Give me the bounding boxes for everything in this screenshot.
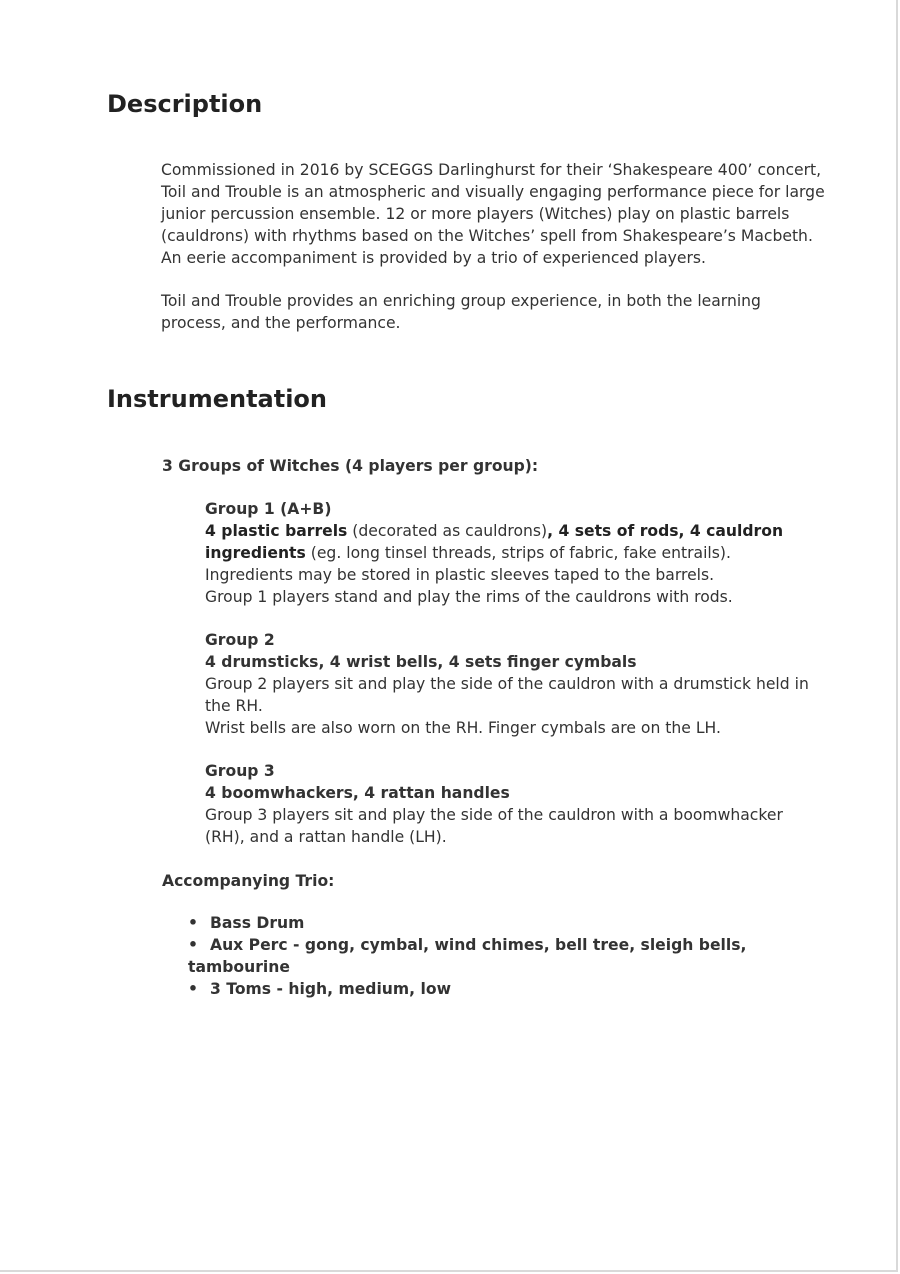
group3-items: 4 boomwhackers, 4 rattan handles [205,784,510,802]
description-paragraph-2 [161,290,851,334]
bullet-icon: • [188,936,198,954]
group2-title: Group 2 [205,631,275,649]
trio-item-toms [188,978,451,1000]
instrumentation-heading: Instrumentation [107,385,328,413]
group1-items-line2 [205,542,731,564]
trio-item-label: Aux Perc - gong, cymbal, wind chimes, bell tree, sleigh bells, [210,936,747,954]
description-paragraph-1 [161,159,851,269]
group1-ingredients-bold: ingredients [205,544,306,562]
group1-ingredients-regular: (eg. long tinsel threads, strips of fabric, fake entrails). [305,544,731,562]
group2-items: 4 drumsticks, 4 wrist bells, 4 sets finger cymbals [205,653,637,671]
text-line: Toil and Trouble provides an enriching group experience, in both the learning [161,292,761,310]
text-line: junior percussion ensemble. 12 or more players (Witches) play on plastic barrels [161,205,790,223]
trio-item-bass-drum [188,912,304,934]
text-line: An eerie accompaniment is provided by a trio of experienced players. [161,249,706,267]
group1-items-bold-b: , 4 sets of rods, 4 cauldron [547,522,784,540]
group3-title: Group 3 [205,762,275,780]
trio-item-label: 3 Toms - high, medium, low [210,980,451,998]
group1-line3: Ingredients may be stored in plastic sleeves taped to the barrels. [205,566,715,584]
text-line: (cauldrons) with rhythms based on the Witches’ spell from Shakespeare’s Macbeth. [161,227,813,245]
text-line: process, and the performance. [161,314,401,332]
text-line: Toil and Trouble is an atmospheric and visually engaging performance piece for large [161,183,825,201]
group1-items-line1 [205,520,783,542]
group1-items-regular: (decorated as cauldrons) [347,522,548,540]
bullet-icon: • [188,980,198,998]
witches-groups-heading: 3 Groups of Witches (4 players per group): [162,457,539,475]
trio-item-aux-perc [188,934,746,956]
group1-items-bold-a: 4 plastic barrels [205,522,348,540]
group1-line4: Group 1 players stand and play the rims of the cauldrons with rods. [205,588,733,606]
bullet-icon: • [188,914,198,932]
trio-item-aux-perc-continued: tambourine [188,958,290,976]
group1-title: Group 1 (A+B) [205,500,332,518]
group2-line2: the RH. [205,697,263,715]
trio-heading: Accompanying Trio: [162,872,335,890]
group2-line1: Group 2 players sit and play the side of the cauldron with a drumstick held in [205,675,809,693]
trio-item-label: Bass Drum [210,914,305,932]
group3-line1: Group 3 players sit and play the side of the cauldron with a boomwhacker [205,806,783,824]
text-line: Commissioned in 2016 by SCEGGS Darlinghurst for their ‘Shakespeare 400’ concert, [161,161,822,179]
group3-line2: (RH), and a rattan handle (LH). [205,828,447,846]
description-heading: Description [107,90,263,118]
group2-line3: Wrist bells are also worn on the RH. Finger cymbals are on the LH. [205,719,721,737]
